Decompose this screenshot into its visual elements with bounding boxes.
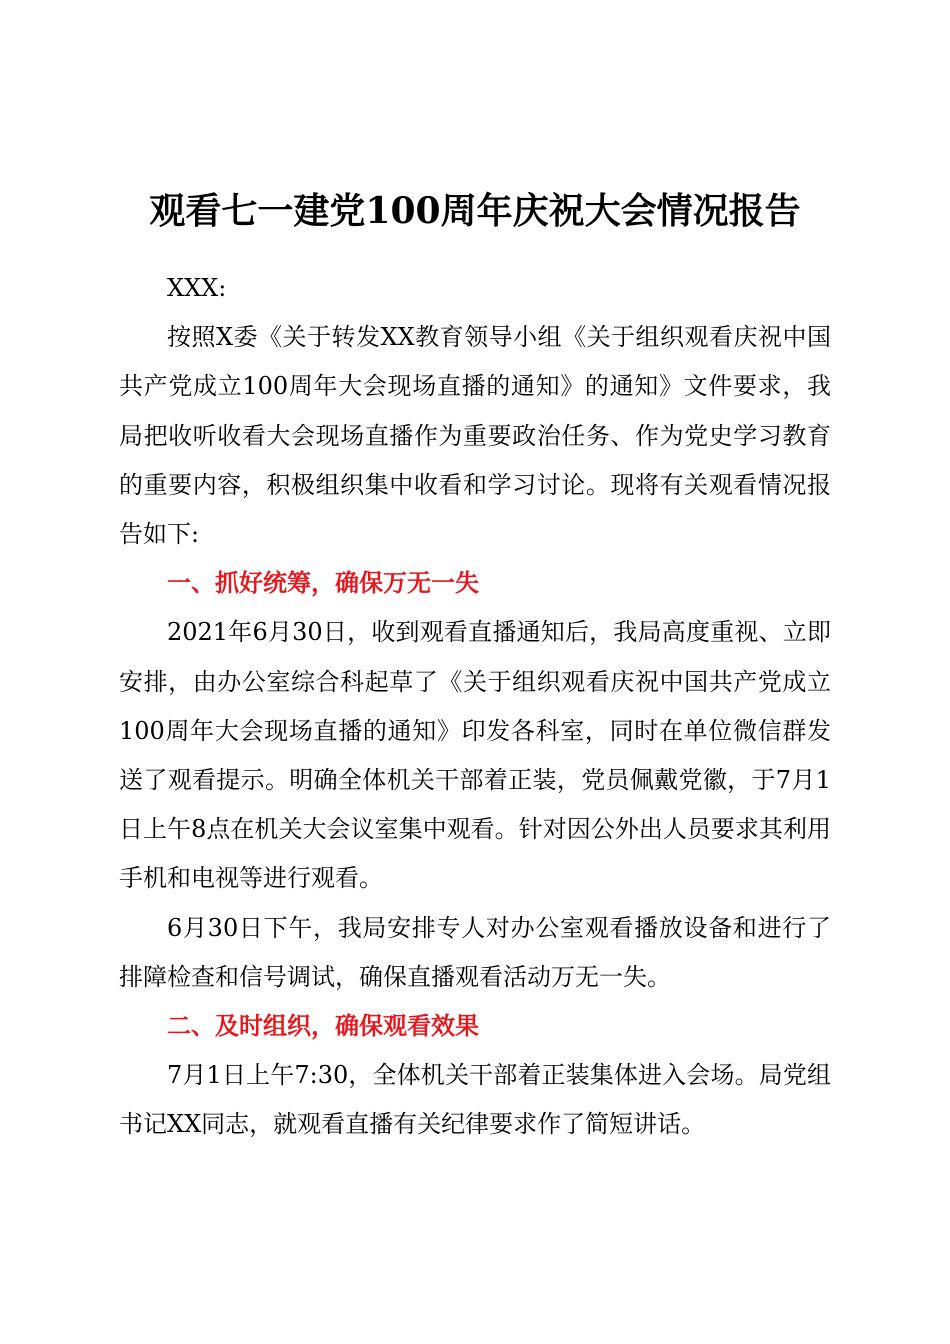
section-1-paragraph-1: 2021年6月30日，收到观看直播通知后，我局高度重视、立即安排，由办公室综合科起草了《关于组织观看庆祝中国共产党成立100周年大会现场直播的通知》印发各科室，同时在单位微信群发送了观看提示。明确全体机关干部着正装，党员佩戴党徽，于7月1日上午8点在机关大会议室集中观看。针对因公外出人员要求其利用手机和电视等进行观看。 bbox=[119, 618, 831, 893]
section-heading-1: 一、抓好统筹，确保万无一失 bbox=[167, 569, 479, 598]
section-2-paragraph-1: 7月1日上午7:30，全体机关干部着正装集体进入会场。局党组书记XX同志，就观看直播有关纪律要求作了简短讲话。 bbox=[119, 1061, 831, 1139]
document-title: 观看七一建党100周年庆祝大会情况报告 bbox=[149, 190, 801, 232]
section-heading-2: 二、及时组织，确保观看效果 bbox=[167, 1012, 479, 1041]
section-1-paragraph-2: 6月30日下午，我局安排专人对办公室观看播放设备和进行了排障检查和信号调试，确保直播观看活动万无一失。 bbox=[119, 913, 831, 991]
salutation: XXX: bbox=[167, 274, 227, 302]
document-body bbox=[119, 264, 831, 1150]
intro-paragraph: 按照X委《关于转发XX教育领导小组《关于组织观看庆祝中国共产党成立100周年大会现场直播的通知》的通知》文件要求，我局把收听收看大会现场直播作为重要政治任务、作为党史学习教育的重要内容，积极组织集中收看和学习讨论。现将有关观看情况报告如下: bbox=[119, 323, 831, 549]
